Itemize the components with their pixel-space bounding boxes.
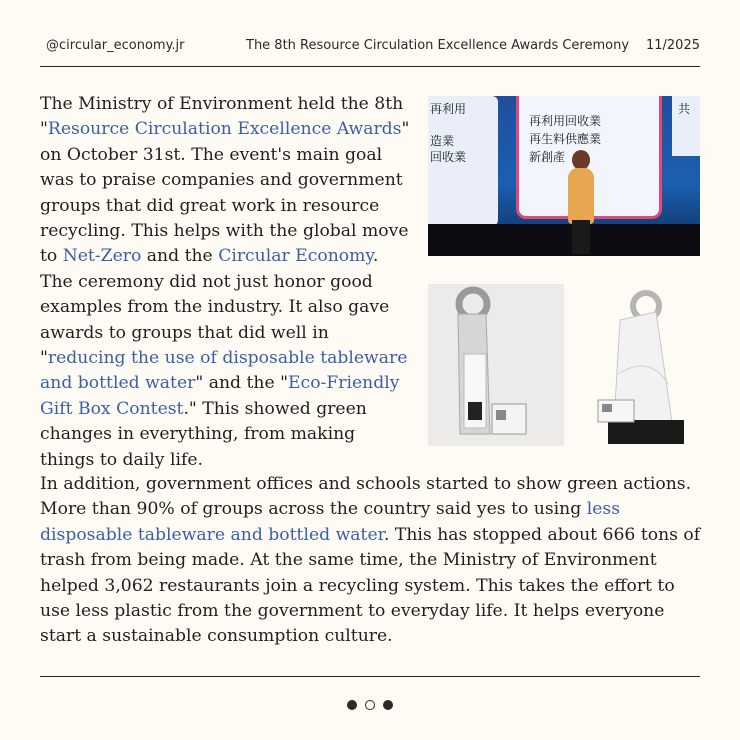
- pagination-dots: [0, 700, 740, 710]
- screen-text: 回收業: [430, 150, 467, 164]
- speaker-legs: [572, 220, 590, 254]
- speaker-head: [572, 150, 590, 170]
- screen-text: 新創產: [529, 150, 566, 164]
- screen-text: 再利用回收業: [529, 114, 602, 128]
- highlight-circular-economy: Circular Economy: [218, 246, 373, 267]
- screen-text: 共: [678, 102, 691, 116]
- text-run: " on October 31st. The event's main goal was to praise companies and government groups that did great work in resource recycling. This helps with the global move to: [40, 119, 410, 267]
- trophy-photo-front: [428, 284, 564, 446]
- page-dot-2-current[interactable]: [365, 700, 375, 710]
- text-run: ." This showed green changes in everything, from making things to daily life.: [40, 398, 367, 470]
- highlight-awards: Resource Circulation Excellence Awards: [47, 119, 402, 140]
- trophy-front-image: [428, 284, 564, 446]
- speaker-body: [568, 168, 594, 224]
- post-title: The 8th Resource Circulation Excellence Awards Ceremony: [246, 38, 630, 53]
- stage-floor: [428, 224, 700, 256]
- footer-divider: [40, 676, 700, 677]
- page-dot-3[interactable]: [383, 700, 393, 710]
- screen-text: 再利用: [430, 102, 467, 116]
- account-handle: @circular_economy.jr: [46, 38, 185, 53]
- highlight-net-zero: Net-Zero: [62, 246, 142, 267]
- text-run: and the: [141, 246, 219, 267]
- text-run: " and the ": [195, 373, 289, 394]
- followup-paragraph: [40, 472, 702, 650]
- intro-paragraph: [40, 92, 412, 473]
- text-run: The Ministry of Environment held the 8th ": [40, 94, 404, 140]
- stage-screen-left: [428, 96, 498, 226]
- trophy-photo-angle: [580, 284, 700, 446]
- text-run: . This has stopped about 666 tons of trash from being made. At the same time, the Ministry of Environment helped 3,062 restaurants join a recycling system. This takes the effort to use less plastic from the government to everyday life. It helps everyone start a sustainable consumption culture.: [40, 524, 701, 647]
- ceremony-stage-photo: [428, 96, 700, 256]
- text-run: In addition, government offices and schools started to show green actions. More than 90% of groups across the country said yes to using: [40, 474, 692, 520]
- trophy-angle-image: [580, 284, 700, 446]
- page-header: [40, 30, 700, 67]
- post-date: 11/2025: [645, 38, 700, 53]
- highlight-reducing-disposables: reducing the use of disposable tableware and bottled water: [40, 348, 408, 394]
- text-run: . The ceremony did not just honor good examples from the industry. It also gave awards to groups that did well in ": [40, 246, 390, 369]
- screen-text: 再生料供應業: [529, 132, 602, 146]
- highlight-less-disposables: less disposable tableware and bottled water: [40, 499, 621, 545]
- screen-text: 造業: [430, 134, 455, 148]
- highlight-gift-box-contest: Eco-Friendly Gift Box Contest: [40, 373, 400, 419]
- page-dot-1[interactable]: [347, 700, 357, 710]
- stage-screen-right: [672, 96, 700, 156]
